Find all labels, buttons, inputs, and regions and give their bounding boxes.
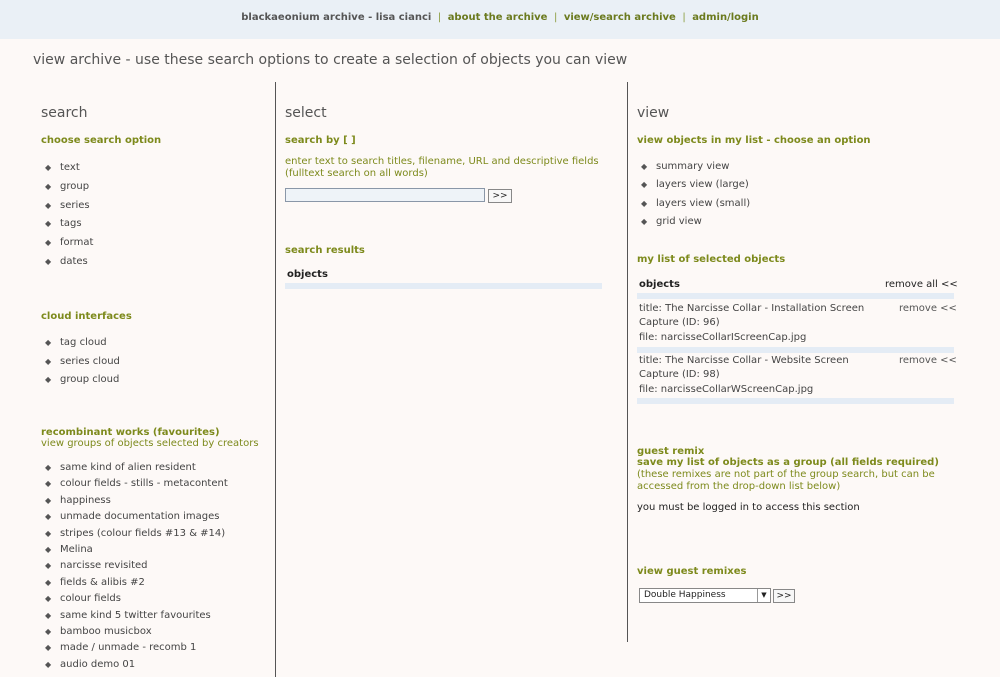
search-option-tags[interactable]: ◆ tags: [45, 215, 93, 234]
view-guest-remixes-label: view guest remixes: [637, 566, 747, 577]
column-divider: [275, 82, 276, 677]
search-options-list: [45, 159, 93, 272]
favourite-item[interactable]: ◆ narcisse revisited: [45, 558, 228, 574]
diamond-bullet-icon: ◆: [45, 256, 52, 266]
diamond-bullet-icon: ◆: [45, 338, 52, 347]
search-by-label: search by [ ]: [285, 135, 356, 146]
login-required-text: you must be logged in to access this section: [637, 502, 860, 513]
diamond-bullet-icon: ◆: [45, 528, 52, 538]
search-option-series[interactable]: ◆ series: [45, 197, 93, 216]
favourite-item[interactable]: ◆ colour fields: [45, 591, 228, 607]
item-divider: [637, 347, 954, 353]
view-option-layers-large[interactable]: ◆ layers view (large): [641, 176, 750, 194]
item-title-line: Capture (ID: 98): [639, 369, 720, 380]
view-remix-go-button[interactable]: >>: [773, 589, 795, 603]
nav-separator: |: [553, 12, 558, 23]
item-divider: [637, 398, 954, 404]
favourite-item[interactable]: ◆ audio demo 01: [45, 657, 228, 673]
guest-remix-label: guest remix: [637, 446, 705, 457]
diamond-bullet-icon: ◆: [45, 545, 52, 555]
view-options-label: view objects in my list - choose an option: [637, 135, 871, 146]
diamond-bullet-icon: ◆: [45, 200, 52, 210]
diamond-bullet-icon: ◆: [45, 659, 52, 669]
view-option-grid[interactable]: ◆ grid view: [641, 213, 750, 231]
search-option-group[interactable]: ◆ group: [45, 178, 93, 197]
favourite-item[interactable]: ◆ bamboo musicbox: [45, 624, 228, 640]
favourite-item[interactable]: ◆ made / unmade - recomb 1: [45, 640, 228, 656]
view-option-summary[interactable]: ◆ summary view: [641, 158, 750, 176]
recombinant-works-label: recombinant works (favourites): [41, 427, 220, 438]
favourite-item[interactable]: ◆ colour fields - stills - metacontent: [45, 476, 228, 492]
top-nav-bar: [0, 0, 1000, 39]
diamond-bullet-icon: ◆: [45, 577, 52, 587]
diamond-bullet-icon: ◆: [45, 479, 52, 489]
remove-item-link[interactable]: remove <<: [899, 355, 957, 366]
nav-separator: |: [682, 12, 686, 23]
diamond-bullet-icon: ◆: [641, 216, 648, 226]
nav-link-about[interactable]: about the archive: [447, 12, 548, 23]
diamond-bullet-icon: ◆: [45, 163, 52, 172]
nav-separator: |: [437, 12, 442, 23]
view-title: view: [637, 105, 670, 121]
dropdown-arrow-icon: ▼: [757, 589, 770, 602]
diamond-bullet-icon: ◆: [45, 627, 52, 637]
diamond-bullet-icon: ◆: [45, 356, 52, 366]
favourite-item[interactable]: ◆ same kind of alien resident: [45, 460, 228, 476]
guest-remix-save-text: save my list of objects as a group (all fields required): [637, 457, 939, 468]
results-objects-header: objects: [287, 269, 328, 280]
list-divider: [637, 293, 954, 299]
my-list-label: my list of selected objects: [637, 254, 786, 265]
favourite-item[interactable]: ◆ unmade documentation images: [45, 509, 228, 525]
search-results-label: search results: [285, 245, 365, 256]
diamond-bullet-icon: ◆: [45, 561, 52, 571]
diamond-bullet-icon: ◆: [45, 219, 52, 229]
diamond-bullet-icon: ◆: [45, 463, 52, 472]
recombinant-works-subtitle: view groups of objects selected by creators: [41, 438, 259, 449]
cloud-link-group[interactable]: ◆ group cloud: [45, 371, 120, 390]
search-help-text: enter text to search titles, filename, URL and descriptive fields (fulltext search on all words): [285, 156, 599, 179]
search-option-format[interactable]: ◆ format: [45, 234, 93, 253]
column-divider: [627, 82, 628, 642]
guest-remix-selected: Double Happiness: [644, 590, 726, 600]
search-input[interactable]: [285, 188, 485, 202]
guest-remix-note: (these remixes are not part of the group search, but can be accessed from the drop-down list below): [637, 469, 935, 492]
nav-link-admin-login[interactable]: admin/login: [692, 12, 759, 23]
results-divider: [285, 283, 602, 289]
search-title: search: [41, 105, 88, 121]
view-option-layers-small[interactable]: ◆ layers view (small): [641, 195, 750, 213]
diamond-bullet-icon: ◆: [45, 238, 52, 248]
favourites-list: [45, 460, 228, 673]
diamond-bullet-icon: ◆: [45, 181, 52, 191]
nav-link-view-search[interactable]: view/search archive: [563, 12, 676, 23]
diamond-bullet-icon: ◆: [45, 495, 52, 505]
favourite-item[interactable]: ◆ happiness: [45, 493, 228, 509]
remove-all-link[interactable]: remove all <<: [885, 279, 958, 290]
search-go-button[interactable]: >>: [488, 189, 512, 203]
select-title: select: [285, 105, 327, 121]
page-heading: view archive - use these search options to create a selection of objects you can view: [33, 52, 628, 68]
cloud-link-series[interactable]: ◆ series cloud: [45, 353, 120, 372]
item-title-line: title: The Narcisse Collar - Website Screen: [639, 355, 849, 366]
cloud-link-tag[interactable]: ◆ tag cloud: [45, 334, 120, 353]
item-file: file: narcisseCollarWScreenCap.jpg: [639, 384, 814, 395]
favourite-item[interactable]: ◆ same kind 5 twitter favourites: [45, 608, 228, 624]
cloud-list: [45, 334, 120, 390]
cloud-interfaces-label: cloud interfaces: [41, 311, 132, 322]
diamond-bullet-icon: ◆: [45, 610, 52, 620]
diamond-bullet-icon: ◆: [45, 375, 52, 384]
guest-remix-select[interactable]: [639, 588, 771, 603]
diamond-bullet-icon: ◆: [45, 512, 52, 522]
diamond-bullet-icon: ◆: [45, 594, 52, 604]
choose-search-label: choose search option: [41, 135, 162, 146]
diamond-bullet-icon: ◆: [45, 643, 52, 653]
diamond-bullet-icon: ◆: [641, 180, 648, 190]
item-title-line: Capture (ID: 96): [639, 317, 720, 328]
my-list-objects-header: objects: [639, 279, 680, 290]
view-options-list: [641, 158, 750, 231]
item-file: file: narcisseCollarIScreenCap.jpg: [639, 332, 807, 343]
diamond-bullet-icon: ◆: [641, 162, 648, 171]
site-brand: blackaeonium archive - lisa cianci: [241, 12, 432, 23]
favourite-item[interactable]: ◆ fields & alibis #2: [45, 575, 228, 591]
diamond-bullet-icon: ◆: [641, 198, 648, 208]
item-title-line: title: The Narcisse Collar - Installation Screen: [639, 303, 865, 314]
favourite-item[interactable]: ◆ stripes (colour fields #13 & #14): [45, 526, 228, 542]
search-option-text[interactable]: ◆ text: [45, 159, 93, 178]
favourite-item[interactable]: ◆ Melina: [45, 542, 228, 558]
remove-item-link[interactable]: remove <<: [899, 303, 957, 314]
search-option-dates[interactable]: ◆ dates: [45, 253, 93, 272]
